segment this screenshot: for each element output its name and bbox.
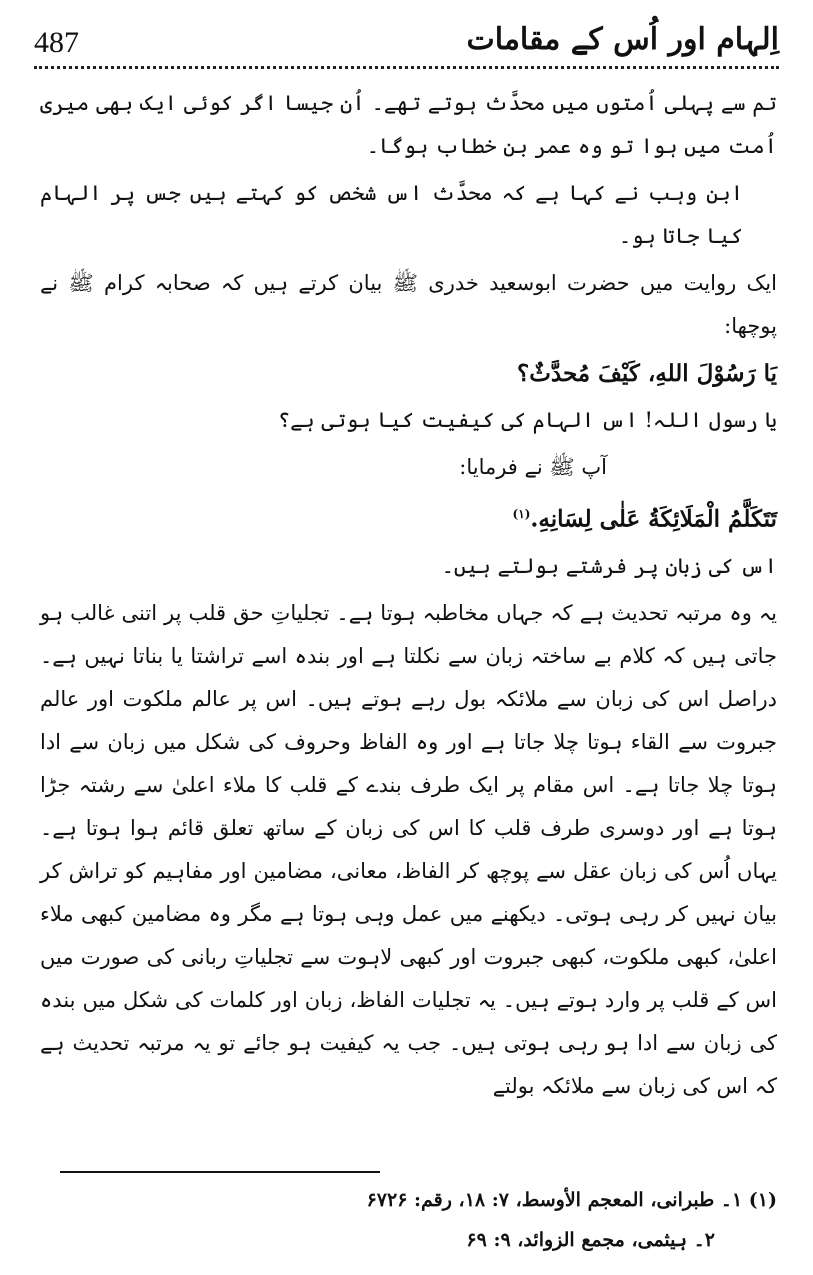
page-body <box>40 82 777 1108</box>
running-title: اِلہام اور اُس کے مقامات <box>466 22 779 57</box>
arabic-question: یَا رَسُوْلَ اللهِ، کَیْفَ مُحدَّثٌ؟ <box>517 360 777 387</box>
narration-intro: ایک روایت میں حضرت ابوسعید خدری ﷺ بیان کرتے ہیں کہ صحابہ کرام ﷺ نے پوچھا: <box>40 271 777 338</box>
ibn-wahb-note: ابن وہب نے کہا ہے کہ محدَّث اس شخص کو کہتے ہیں جس پر الہام کیا جاتا ہو۔ <box>40 181 743 248</box>
page-header <box>34 22 779 66</box>
footnote-divider <box>60 1171 380 1173</box>
footnote-reference: (۱) <box>512 507 531 521</box>
hadith-translation: تم سے پہلی اُمتوں میں محدَّث ہوتے تھے۔ اُن جیسا اگر کوئی ایک بھی میری اُمت میں ہوا تو وہ عمر بن خطاب ہوگا۔ <box>40 91 777 158</box>
footnote-1: (۱) ۱۔ طبرانی، المعجم الأوسط، ۷: ۱۸، رقم: ۶۷۲۶ <box>366 1189 777 1211</box>
footnotes <box>36 1180 777 1260</box>
reply-intro: آپ ﷺ نے فرمایا: <box>459 455 607 479</box>
question-translation: یا رسول اللہ! اس الہام کی کیفیت کیا ہوتی ہے؟ <box>277 408 777 432</box>
header-divider <box>34 66 779 69</box>
answer-translation: اس کی زبان پر فرشتے بولتے ہیں۔ <box>441 553 777 578</box>
arabic-answer-text: تَتَکَلَّمُ الْمَلَائِکَةُ عَلٰی لِسَانِهِ. <box>530 505 777 533</box>
arabic-answer <box>40 493 777 541</box>
page-number: 487 <box>34 26 79 59</box>
commentary-paragraph: یہ وہ مرتبہ تحدیث ہے کہ جہاں مخاطبہ ہوتا ہے۔ تجلیاتِ حق قلب پر اتنی غالب ہو جاتی ہیں کہ کلام بے ساختہ زبان سے نکلتا ہے اور بندہ اسے تراشتا یا بناتا نہیں ہے۔ دراصل اس کی زبان سے ملائکہ بول رہے ہوتے ہیں۔ اس پر عالم ملکوت اور عالم جبروت سے القاء ہوتا چلا جاتا ہے اور وہ الفاظ وحروف کی شکل میں زبان سے ادا ہوتا چلا جاتا ہے۔ اس مقام پر ایک طرف بندے کے قلب کا ملاء اعلیٰ سے رشتہ جڑا ہوتا ہے اور دوسری طرف قلب کا اس کی زبان کے ساتھ تعلق قائم ہوا ہوتا ہے۔ یہاں اُس کی زبان عقل سے پوچھ کر الفاظ، معانی، مضامین اور مفاہیم کو تراش کر بیان نہیں کر رہی ہوتی۔ دیکھنے میں عمل وہی ہوتا ہے مگر وہ مضامین کبھی ملاء اعلیٰ، کبھی ملکوت، کبھی جبروت اور کبھی لاہوت سے تجلیاتِ ربانی کی صورت میں اس کے قلب پر وارد ہوتے ہیں۔ یہ تجلیات الفاظ، زبان اور کلمات کی شکل میں بندہ کی زبان سے ادا ہو رہی ہوتی ہیں۔ جب یہ کیفیت ہو جائے تو یہ مرتبہ تحدیث ہے کہ اس کی زبان سے ملائکہ بولتے <box>40 600 777 1098</box>
footnote-2: ۲۔ ہیثمی، مجمع الزوائد، ۹: ۶۹ <box>466 1229 715 1251</box>
